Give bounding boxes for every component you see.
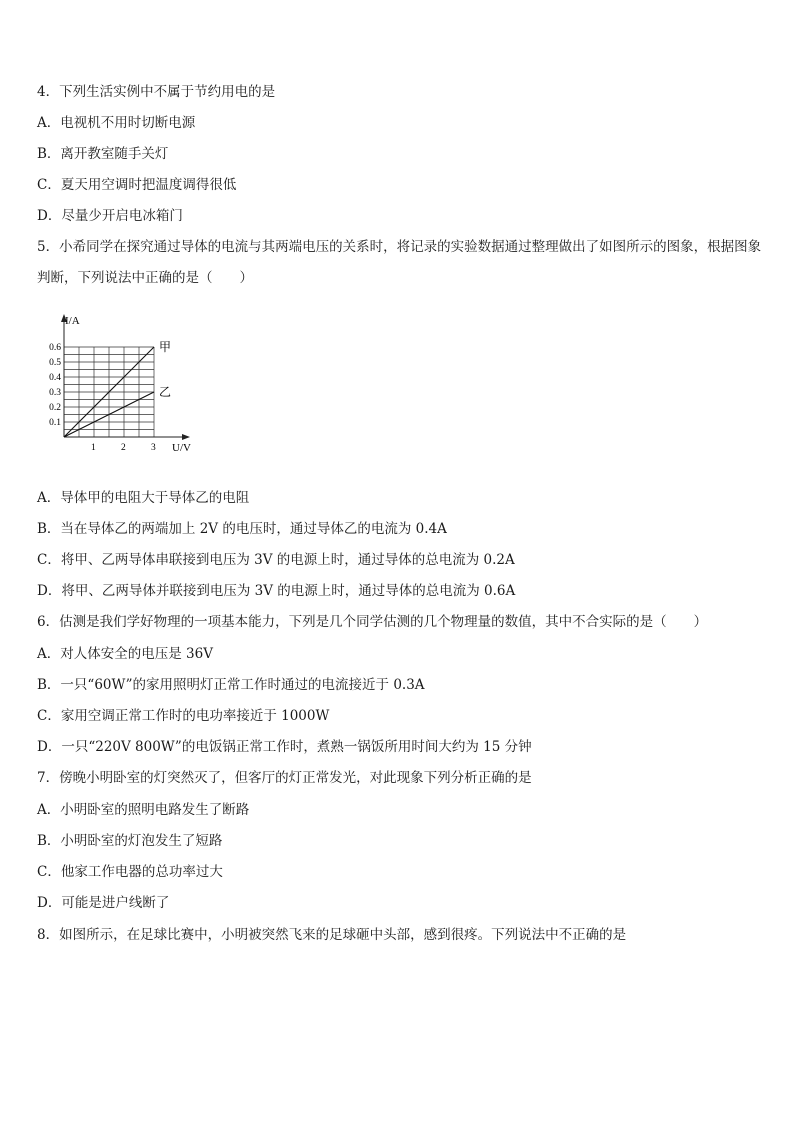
- q7-option-b: B．小明卧室的灯泡发生了短路: [37, 833, 223, 849]
- x-axis-label: U/V: [172, 442, 191, 454]
- x-axis-arrow: [182, 434, 190, 440]
- q4-stem: 4．下列生活实例中不属于节约用电的是: [37, 84, 276, 100]
- q6-stem: 6．估测是我们学好物理的一项基本能力，下列是几个同学估测的几个物理量的数值，其中不合实际的是（ ）: [37, 614, 708, 630]
- q4-option-b: B．离开教室随手关灯: [37, 146, 169, 162]
- x-tick-label: 1: [91, 443, 96, 453]
- q7-option-d: D．可能是进户线断了: [37, 895, 170, 911]
- y-tick-label: 0.3: [49, 388, 61, 398]
- chart-axes: [61, 314, 191, 454]
- q4-option-c: C．夏天用空调时把温度调得很低: [37, 177, 237, 193]
- y-tick-label: 0.1: [49, 418, 61, 428]
- series-label-yi: 乙: [159, 385, 172, 399]
- q6-option-b: B．一只“60W”的家用照明灯正常工作时通过的电流接近于 0.3A: [37, 677, 425, 693]
- q5-option-a: A．导体甲的电阻大于导体乙的电阻: [37, 490, 250, 506]
- q6-option-a: A．对人体安全的电压是 36V: [37, 646, 213, 662]
- y-tick-label: 0.2: [49, 403, 61, 413]
- q7-option-c: C．他家工作电器的总功率过大: [37, 864, 223, 880]
- q4-option-d: D．尽量少开启电冰箱门: [37, 208, 183, 224]
- q4-option-a: A．电视机不用时切断电源: [37, 115, 196, 131]
- y-tick-label: 0.4: [49, 373, 61, 383]
- q5-option-d: D．将甲、乙两导体并联接到电压为 3V 的电源上时，通过导体的总电流为 0.6A: [37, 583, 516, 599]
- q8-stem: 8．如图所示，在足球比赛中，小明被突然飞来的足球砸中头部，感到很疼。下列说法中不正确的是: [37, 927, 627, 943]
- q5-stem: 5．小希同学在探究通过导体的电流与其两端电压的关系时，将记录的实验数据通过整理做出了如图所示的图象，根据图象判断，下列说法中正确的是（ ）: [37, 239, 762, 286]
- q6-option-c: C．家用空调正常工作时的电功率接近于 1000W: [37, 708, 330, 724]
- x-tick-label: 2: [121, 443, 126, 453]
- y-tick-label: 0.6: [49, 343, 61, 353]
- y-tick-label: 0.5: [49, 358, 61, 368]
- q7-option-a: A．小明卧室的照明电路发生了断路: [37, 802, 250, 818]
- q6-option-d: D．一只“220V 800W”的电饭锅正常工作时，煮熟一锅饭所用时间大约为 15 分钟: [37, 739, 532, 755]
- q5-option-b: B．当在导体乙的两端加上 2V 的电压时，通过导体乙的电流为 0.4A: [37, 521, 447, 537]
- x-tick-label: 3: [151, 443, 156, 453]
- series-label-jia: 甲: [159, 340, 172, 354]
- iu-graph: [38, 310, 198, 462]
- q5-option-c: C．将甲、乙两导体串联接到电压为 3V 的电源上时，通过导体的总电流为 0.2A: [37, 552, 515, 568]
- q7-stem: 7．傍晚小明卧室的灯突然灭了，但客厅的灯正常发光，对此现象下列分析正确的是: [37, 770, 532, 786]
- y-axis-label: I/A: [65, 315, 80, 327]
